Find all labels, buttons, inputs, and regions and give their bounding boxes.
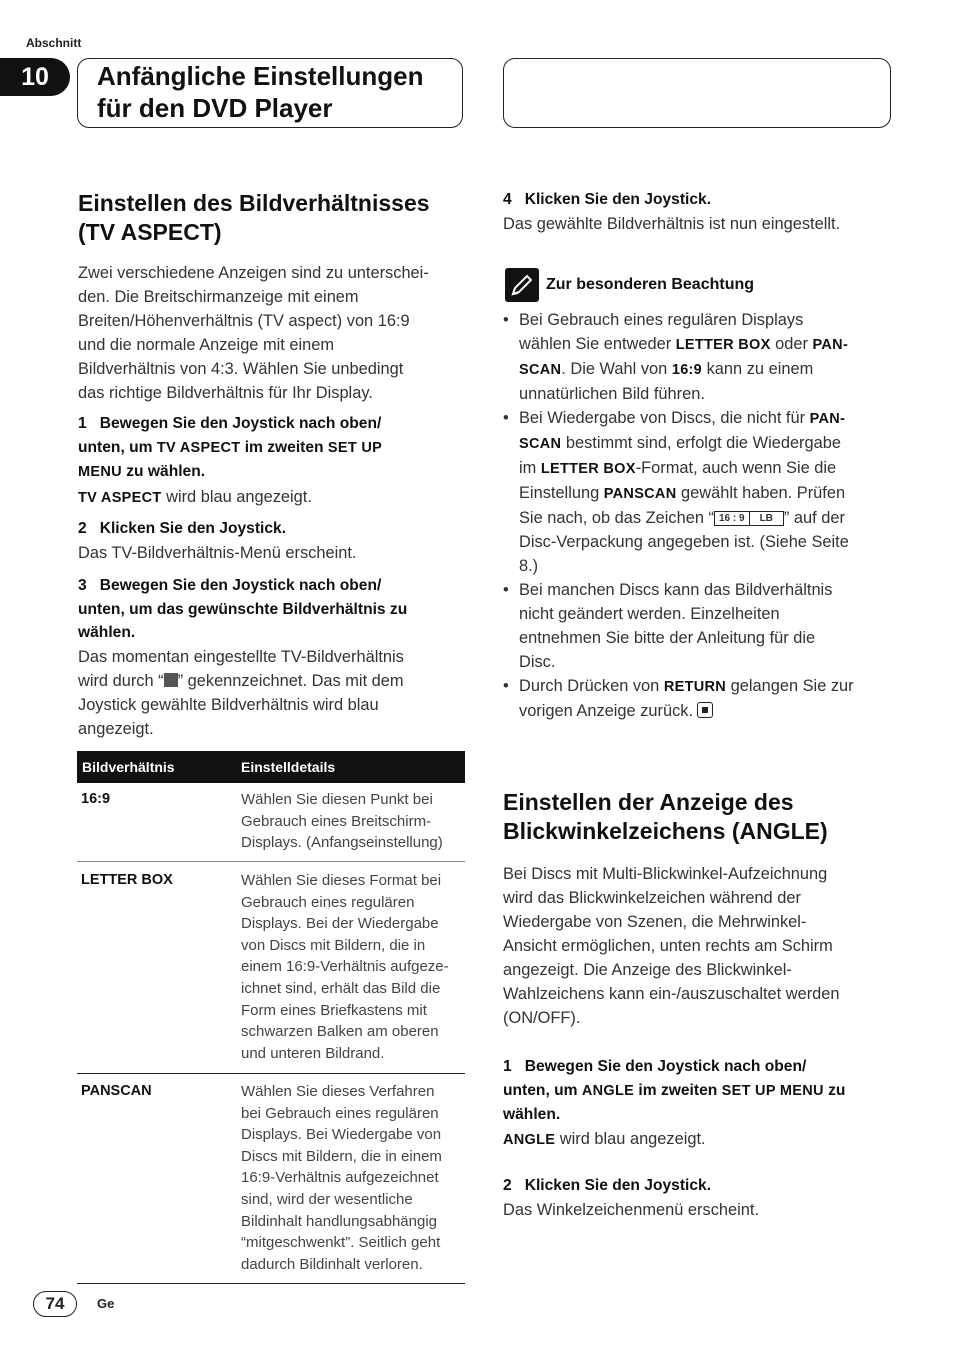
setting-name: LETTER BOX <box>540 461 636 477</box>
setting-name: SCAN <box>519 362 562 378</box>
step-text: Bewegen Sie den Joystick nach oben/ <box>99 415 382 432</box>
text-line: Bei Wiedergabe von Discs, die nicht für <box>519 409 810 427</box>
text-line: -Format, auch wenn Sie die <box>635 459 837 477</box>
step-text: zu wählen. <box>121 463 206 480</box>
text-line: gelangen Sie zur <box>726 677 854 695</box>
text-line: Sie nach, ob das Zeichen “ <box>519 509 714 527</box>
text-line: den. Die Breitschirmanzeige mit einem <box>78 288 359 306</box>
note-title: Zur besonderen Beachtung <box>546 276 755 293</box>
step-number: 1 <box>78 415 87 432</box>
text-line: ” auf der <box>783 509 845 527</box>
step-number: 2 <box>78 520 87 537</box>
heading-line: Blickwinkelzeichens (ANGLE) <box>503 818 828 844</box>
text-line: schwarzen Balken am oberen <box>241 1023 439 1041</box>
text-line: im <box>519 459 541 477</box>
text-line: Gebrauch eines regulären <box>241 893 415 911</box>
aspect-mark-lb: LB <box>749 512 783 525</box>
text-line: ” gekennzeichnet. Das mit dem <box>177 671 404 690</box>
button-name: RETURN <box>663 679 727 695</box>
step-2 <box>78 517 468 565</box>
text-line: einem 16:9-Verhältnis aufgeze- <box>241 958 449 976</box>
step-result: wird blau angezeigt. <box>555 1129 706 1148</box>
text-line: Wählen Sie dieses Verfahren <box>241 1083 435 1100</box>
text-line: wird durch “ <box>78 671 164 690</box>
text-line: bei Gebrauch eines regulären <box>241 1104 439 1122</box>
step-3 <box>78 574 473 741</box>
text-line: gewählt haben. Prüfen <box>676 484 846 502</box>
step-number: 4 <box>503 191 512 208</box>
step-text: wählen. <box>78 624 136 641</box>
text-line: Durch Drücken von <box>519 677 664 695</box>
heading-line: (TV ASPECT) <box>78 219 222 245</box>
text-line: “mitgeschwenkt”. Seitlich geht <box>241 1234 441 1252</box>
section-label: Abschnitt <box>26 36 82 50</box>
note-bullet-list <box>503 308 895 723</box>
menu-name: SET UP <box>327 439 383 456</box>
text-line: Wählen Sie dieses Format bei <box>241 872 442 889</box>
text-line: angezeigt. Die Anzeige des Blickwinkel- <box>503 961 792 979</box>
list-item <box>503 406 895 578</box>
text-line: entnehmen Sie bitte der Anleitung für die <box>519 629 816 647</box>
step-text: Bewegen Sie den Joystick nach oben/ <box>524 1058 807 1075</box>
chapter-title-line: für den DVD Player <box>97 93 333 123</box>
aspect-ratio-mark <box>714 511 784 526</box>
note-pencil-icon-svg <box>505 268 539 302</box>
text-line: oder <box>770 335 813 353</box>
heading-line: Einstellen der Anzeige des <box>503 789 794 815</box>
list-item <box>503 308 895 406</box>
step-text: im zweiten <box>634 1081 722 1099</box>
menu-name: MENU <box>78 464 122 480</box>
angle-heading <box>503 788 828 846</box>
menu-item-name: ANGLE <box>581 1082 635 1099</box>
table-column-header: Bildverhältnis <box>82 759 175 775</box>
step-result: Das Winkelzeichenmenü erscheint. <box>503 1200 759 1219</box>
end-mark-icon <box>697 702 713 718</box>
tv-aspect-intro <box>78 261 429 405</box>
setting-name: LETTER BOX <box>675 337 771 353</box>
text-line: angezeigt. <box>78 719 154 738</box>
table-row-details <box>241 789 463 854</box>
chapter-title-line: Anfängliche Einstellungen <box>97 61 424 91</box>
table-divider <box>77 861 465 862</box>
table-divider <box>77 1073 465 1074</box>
text-line: Bei Discs mit Multi-Blickwinkel-Aufzeichnung <box>503 865 828 883</box>
text-line: Wiedergabe von Szenen, die Mehrwinkel- <box>503 913 807 931</box>
step-text: unten, um <box>78 438 157 456</box>
setting-name: PAN- <box>809 411 846 427</box>
text-line: Bildinhalt handlungsabhängig <box>241 1212 437 1230</box>
table-header <box>77 751 465 783</box>
text-line: (ON/OFF). <box>503 1009 581 1027</box>
list-item <box>503 578 895 674</box>
language-code: Ge <box>97 1296 115 1311</box>
angle-step-1 <box>503 1055 903 1152</box>
text-line: Bildverhältnis von 4:3. Wählen Sie unbedingt <box>78 360 404 378</box>
text-line: wählen Sie entweder <box>519 335 676 353</box>
aspect-mark-169: 16 : 9 <box>718 513 745 524</box>
text-line: Einstellung <box>519 484 604 502</box>
text-line: Wählen Sie diesen Punkt bei <box>241 791 433 808</box>
text-line: Breiten/Höhenverhältnis (TV aspect) von 16:9 <box>78 312 410 330</box>
step-number: 2 <box>503 1177 512 1194</box>
table-row-key: 16:9 <box>81 791 111 807</box>
text-line: kann zu einem <box>702 360 814 378</box>
step-text: Klicken Sie den Joystick. <box>99 520 287 537</box>
step-1 <box>78 412 468 510</box>
menu-name: SET UP MENU <box>721 1082 824 1099</box>
text-line: Form eines Briefkastens mit <box>241 1001 427 1019</box>
step-number: 3 <box>78 577 87 594</box>
menu-item-name: TV ASPECT <box>78 489 162 506</box>
step-text: Bewegen Sie den Joystick nach oben/ <box>99 577 382 594</box>
heading-line: Einstellen des Bildverhältnisses <box>78 190 430 216</box>
step-result: Das gewählte Bildverhältnis ist nun eingestellt. <box>503 214 841 233</box>
text-line: und unteren Bildrand. <box>241 1044 385 1062</box>
text-line: dadurch Bildinhalt verloren. <box>241 1255 423 1273</box>
text-line: unnatürlichen Bild führen. <box>519 385 705 403</box>
text-line: Displays. Bei Wiedergabe von <box>241 1126 442 1144</box>
text-line: Zwei verschiedene Anzeigen sind zu unterschei- <box>78 264 429 282</box>
text-line: Discs mit Bildern, die in einem <box>241 1147 442 1165</box>
header-empty-box <box>503 58 891 128</box>
step-text: unten, um <box>503 1081 582 1099</box>
setting-name: PAN- <box>812 337 849 353</box>
text-line: Disc. <box>519 653 556 671</box>
setting-name: PANSCAN <box>603 486 677 502</box>
text-line: Das momentan eingestellte TV-Bildverhältnis <box>78 647 404 666</box>
step-result: Das TV-Bildverhältnis-Menü erscheint. <box>78 543 357 562</box>
text-line: Disc-Verpackung angegeben ist. (Siehe Seite <box>519 533 849 551</box>
text-line: das richtige Bildverhältnis für Ihr Display. <box>78 384 373 402</box>
step-result: wird blau angezeigt. <box>161 487 312 506</box>
angle-step-2 <box>503 1174 903 1222</box>
text-line: sind, wird der wesentliche <box>241 1190 413 1208</box>
text-line: 8.) <box>519 557 539 575</box>
step-text: im zweiten <box>240 438 328 456</box>
angle-intro <box>503 862 840 1030</box>
text-line: bestimmt sind, erfolgt die Wiedergabe <box>561 434 841 452</box>
text-line: Wahlzeichens kann ein-/auszuschaltet werden <box>503 985 840 1003</box>
text-line: 16:9-Verhältnis aufgezeichnet <box>241 1169 439 1187</box>
text-line: Ansicht ermöglichen, unten rechts am Schirm <box>503 937 833 955</box>
chapter-title <box>97 60 423 124</box>
text-line: Joystick gewählte Bildverhältnis wird blau <box>78 695 379 714</box>
text-line: und die normale Anzeige mit einem <box>78 336 335 354</box>
text-line: • Bei Gebrauch eines regulären Displays <box>519 311 804 329</box>
step-4 <box>503 188 903 236</box>
note-pencil-icon <box>505 268 539 302</box>
step-text: zu <box>823 1081 846 1099</box>
text-line: wird das Blickwinkelzeichen während der <box>503 889 801 907</box>
chapter-number-badge: 10 <box>0 58 70 96</box>
table-row-details <box>241 1081 463 1275</box>
text-line: Gebrauch eines Breitschirm- <box>241 812 432 830</box>
table-row-key: PANSCAN <box>81 1083 152 1099</box>
step-text: Klicken Sie den Joystick. <box>524 1177 712 1194</box>
step-number: 1 <box>503 1058 512 1075</box>
table-divider <box>77 1283 465 1284</box>
tv-aspect-heading <box>78 189 430 247</box>
text-line: von Discs mit Bildern, die in <box>241 936 426 954</box>
setting-name: 16:9 <box>671 362 703 378</box>
menu-item-name: ANGLE <box>503 1131 556 1148</box>
text-line: • Bei manchen Discs kann das Bildverhältnis <box>519 581 833 599</box>
setting-name: SCAN <box>519 436 562 452</box>
table-column-header: Einstelldetails <box>241 759 336 775</box>
step-text: unten, um das gewünschte Bildverhältnis zu <box>78 600 408 618</box>
list-item <box>503 674 895 723</box>
text-line: ichnet sind, erhält das Bild die <box>241 979 441 997</box>
text-line: nicht geändert werden. Einzelheiten <box>519 605 780 623</box>
table-row-key: LETTER BOX <box>81 872 173 888</box>
table-row-details <box>241 870 463 1064</box>
step-text: wählen. <box>503 1106 561 1123</box>
page-number: 74 <box>33 1291 77 1317</box>
menu-item-name: TV ASPECT <box>156 439 241 456</box>
text-line: vorigen Anzeige zurück. <box>519 702 694 720</box>
text-line: Displays. (Anfangseinstellung) <box>241 834 443 852</box>
text-line: . Die Wahl von <box>561 360 672 378</box>
text-line: Displays. Bei der Wiedergabe <box>241 915 439 933</box>
current-selection-icon <box>164 673 178 687</box>
step-text: Klicken Sie den Joystick. <box>524 191 712 208</box>
